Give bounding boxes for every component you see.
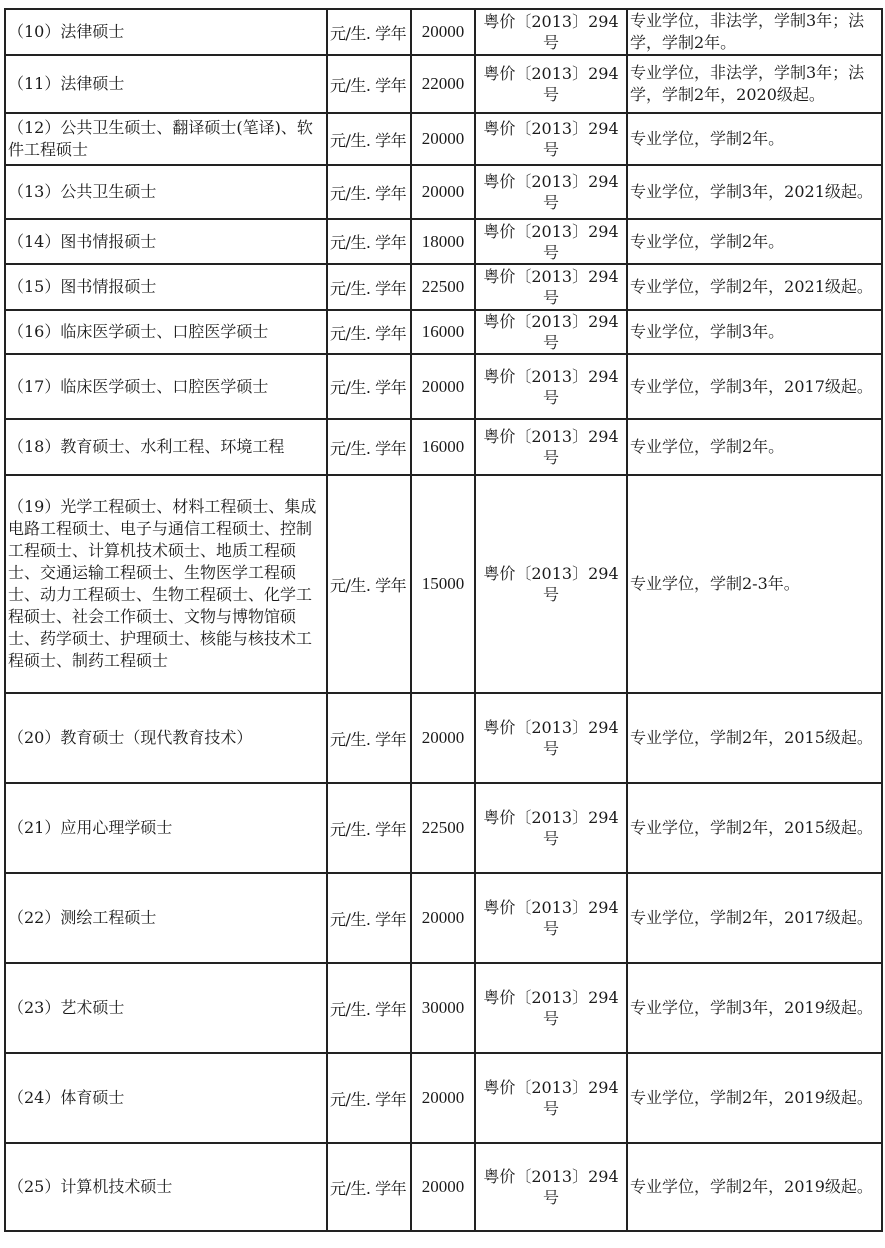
fee-amount-cell: 22500 <box>411 783 475 873</box>
table-row <box>5 1143 882 1231</box>
fee-amount-cell: 16000 <box>411 419 475 475</box>
fee-amount-cell: 22000 <box>411 55 475 113</box>
fee-amount-cell: 22500 <box>411 264 475 310</box>
remark-cell: 专业学位，学制3年，2017级起。 <box>627 354 882 419</box>
table-row <box>5 1053 882 1143</box>
fee-amount-cell: 20000 <box>411 1053 475 1143</box>
table-row <box>5 873 882 963</box>
table-row <box>5 55 882 113</box>
policy-document-cell: 粤价〔2013〕294号 <box>475 419 627 475</box>
table-row <box>5 9 882 55</box>
remark-cell: 专业学位，学制2年，2021级起。 <box>627 264 882 310</box>
remark-cell: 专业学位，学制2年，2015级起。 <box>627 693 882 783</box>
remark-cell: 专业学位，学制3年，2019级起。 <box>627 963 882 1053</box>
table-row <box>5 113 882 165</box>
program-name-cell: （13）公共卫生硕士 <box>5 165 327 219</box>
fee-amount-cell: 20000 <box>411 1143 475 1231</box>
program-name-cell: （23）艺术硕士 <box>5 963 327 1053</box>
fee-unit-cell: 元/生. 学年 <box>327 55 411 113</box>
fee-unit-cell: 元/生. 学年 <box>327 419 411 475</box>
fee-unit-cell: 元/生. 学年 <box>327 219 411 264</box>
remark-cell: 专业学位，学制2年。 <box>627 219 882 264</box>
fee-unit-cell: 元/生. 学年 <box>327 693 411 783</box>
table-row <box>5 310 882 354</box>
program-name-cell: （22）测绘工程硕士 <box>5 873 327 963</box>
program-name-cell: （25）计算机技术硕士 <box>5 1143 327 1231</box>
fee-amount-cell: 20000 <box>411 693 475 783</box>
policy-document-cell: 粤价〔2013〕294号 <box>475 264 627 310</box>
policy-document-cell: 粤价〔2013〕294号 <box>475 354 627 419</box>
remark-cell: 专业学位，学制3年，2021级起。 <box>627 165 882 219</box>
fee-amount-cell: 20000 <box>411 9 475 55</box>
remark-cell: 专业学位，学制3年。 <box>627 310 882 354</box>
program-name-cell: （14）图书情报硕士 <box>5 219 327 264</box>
policy-document-cell: 粤价〔2013〕294号 <box>475 1143 627 1231</box>
program-name-cell: （20）教育硕士（现代教育技术） <box>5 693 327 783</box>
fee-amount-cell: 20000 <box>411 113 475 165</box>
policy-document-cell: 粤价〔2013〕294号 <box>475 475 627 693</box>
fee-table-page <box>4 8 883 1232</box>
program-name-cell: （11）法律硕士 <box>5 55 327 113</box>
program-name-cell: （18）教育硕士、水利工程、环境工程 <box>5 419 327 475</box>
table-row <box>5 963 882 1053</box>
remark-cell: 专业学位，非法学，学制3年；法学，学制2年，2020级起。 <box>627 55 882 113</box>
fee-amount-cell: 15000 <box>411 475 475 693</box>
fee-amount-cell: 20000 <box>411 354 475 419</box>
fee-amount-cell: 18000 <box>411 219 475 264</box>
fee-unit-cell: 元/生. 学年 <box>327 873 411 963</box>
policy-document-cell: 粤价〔2013〕294号 <box>475 113 627 165</box>
fee-unit-cell: 元/生. 学年 <box>327 165 411 219</box>
table-row <box>5 264 882 310</box>
policy-document-cell: 粤价〔2013〕294号 <box>475 963 627 1053</box>
fee-unit-cell: 元/生. 学年 <box>327 113 411 165</box>
remark-cell: 专业学位，学制2年，2017级起。 <box>627 873 882 963</box>
fee-unit-cell: 元/生. 学年 <box>327 1053 411 1143</box>
fee-amount-cell: 30000 <box>411 963 475 1053</box>
fee-unit-cell: 元/生. 学年 <box>327 9 411 55</box>
remark-cell: 专业学位，学制2年，2015级起。 <box>627 783 882 873</box>
table-row <box>5 693 882 783</box>
fee-unit-cell: 元/生. 学年 <box>327 310 411 354</box>
policy-document-cell: 粤价〔2013〕294号 <box>475 219 627 264</box>
fee-unit-cell: 元/生. 学年 <box>327 475 411 693</box>
program-name-cell: （17）临床医学硕士、口腔医学硕士 <box>5 354 327 419</box>
policy-document-cell: 粤价〔2013〕294号 <box>475 165 627 219</box>
table-row <box>5 219 882 264</box>
remark-cell: 专业学位，学制2年，2019级起。 <box>627 1053 882 1143</box>
policy-document-cell: 粤价〔2013〕294号 <box>475 693 627 783</box>
program-name-cell: （24）体育硕士 <box>5 1053 327 1143</box>
fee-unit-cell: 元/生. 学年 <box>327 354 411 419</box>
program-name-cell: （10）法律硕士 <box>5 9 327 55</box>
remark-cell: 专业学位，非法学，学制3年；法学，学制2年。 <box>627 9 882 55</box>
policy-document-cell: 粤价〔2013〕294号 <box>475 9 627 55</box>
remark-cell: 专业学位，学制2年，2019级起。 <box>627 1143 882 1231</box>
fee-unit-cell: 元/生. 学年 <box>327 264 411 310</box>
fee-unit-cell: 元/生. 学年 <box>327 783 411 873</box>
fee-amount-cell: 20000 <box>411 165 475 219</box>
policy-document-cell: 粤价〔2013〕294号 <box>475 1053 627 1143</box>
policy-document-cell: 粤价〔2013〕294号 <box>475 310 627 354</box>
table-row <box>5 475 882 693</box>
table-row <box>5 354 882 419</box>
policy-document-cell: 粤价〔2013〕294号 <box>475 873 627 963</box>
fee-amount-cell: 16000 <box>411 310 475 354</box>
remark-cell: 专业学位，学制2年。 <box>627 419 882 475</box>
table-row <box>5 419 882 475</box>
remark-cell: 专业学位，学制2年。 <box>627 113 882 165</box>
tuition-fee-table <box>4 8 883 1232</box>
policy-document-cell: 粤价〔2013〕294号 <box>475 55 627 113</box>
program-name-cell: （21）应用心理学硕士 <box>5 783 327 873</box>
program-name-cell: （15）图书情报硕士 <box>5 264 327 310</box>
program-name-cell: （12）公共卫生硕士、翻译硕士(笔译)、软件工程硕士 <box>5 113 327 165</box>
program-name-cell: （19）光学工程硕士、材料工程硕士、集成电路工程硕士、电子与通信工程硕士、控制工程硕士、计算机技术硕士、地质工程硕士、交通运输工程硕士、生物医学工程硕士、动力工程硕士、生物工程硕士、化学工程硕士、社会工作硕士、文物与博物馆硕士、药学硕士、护理硕士、核能与核技术工程硕士、制药工程硕士 <box>5 475 327 693</box>
policy-document-cell: 粤价〔2013〕294号 <box>475 783 627 873</box>
remark-cell: 专业学位，学制2-3年。 <box>627 475 882 693</box>
table-row <box>5 783 882 873</box>
fee-unit-cell: 元/生. 学年 <box>327 963 411 1053</box>
fee-amount-cell: 20000 <box>411 873 475 963</box>
table-row <box>5 165 882 219</box>
program-name-cell: （16）临床医学硕士、口腔医学硕士 <box>5 310 327 354</box>
fee-unit-cell: 元/生. 学年 <box>327 1143 411 1231</box>
